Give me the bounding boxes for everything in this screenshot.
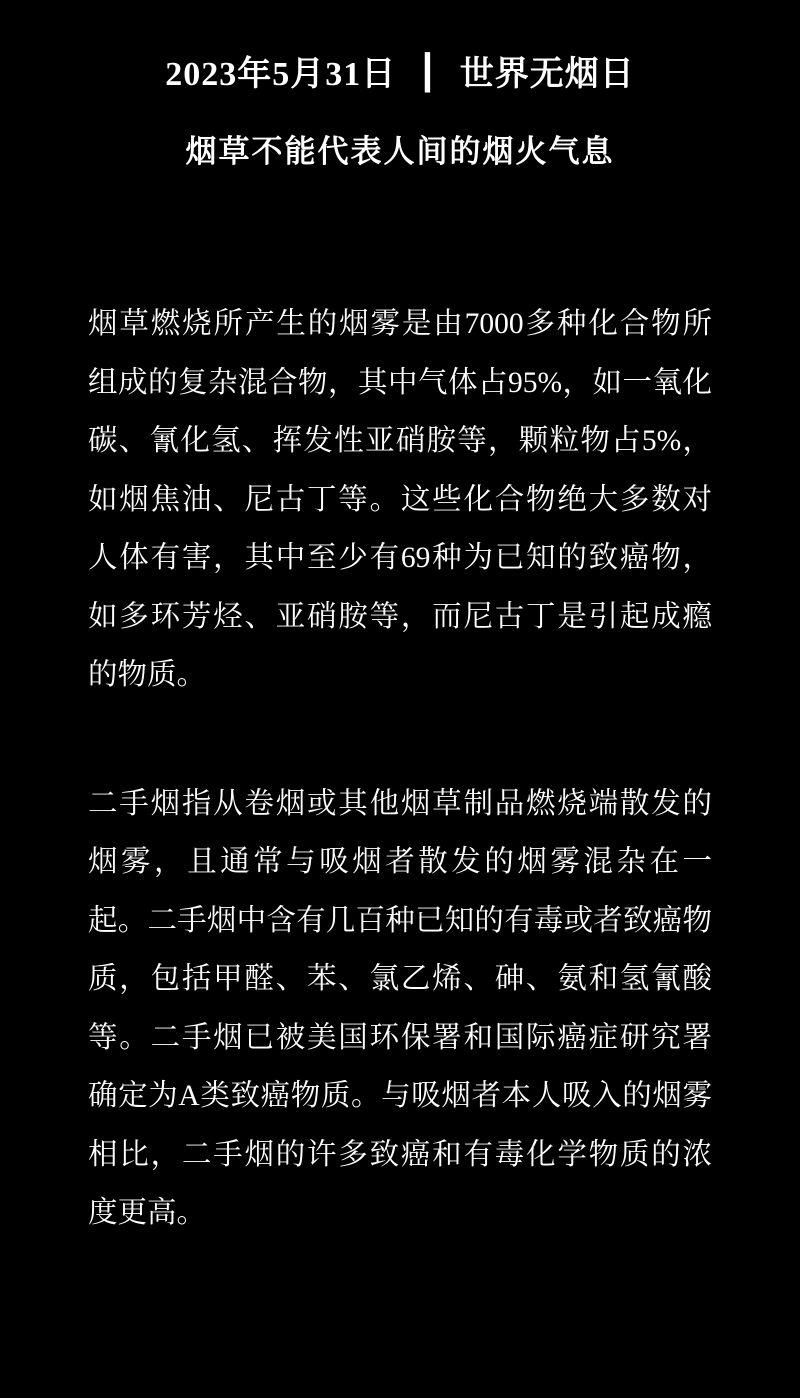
text-line: 质，包括甲醛、苯、氯乙烯、砷、氨和氢氰酸 — [88, 963, 712, 995]
page-header — [0, 0, 800, 171]
page-title — [0, 56, 800, 94]
text-line: 相比，二手烟的许多致癌和有毒化学物质的浓 — [88, 1138, 712, 1171]
text-line: 的物质。 — [88, 659, 207, 691]
title-divider-icon: ┃ — [417, 55, 439, 92]
article-body — [88, 295, 712, 1243]
paragraph — [88, 775, 712, 1243]
title-date: 2023年5月31日 — [165, 56, 397, 93]
text-line: 如烟焦油、尼古丁等。这些化合物绝大多数对 — [88, 483, 712, 516]
text-line: 烟雾，且通常与吸烟者散发的烟雾混杂在一 — [88, 846, 712, 878]
text-line: 组成的复杂混合物，其中气体占95%，如一氧化 — [88, 366, 712, 399]
paragraph — [88, 295, 712, 705]
text-line: 起。二手烟中含有几百种已知的有毒或者致癌物 — [88, 904, 712, 937]
text-line: 烟草燃烧所产生的烟雾是由7000多种化合物所 — [88, 308, 712, 340]
text-line: 碳、氰化氢、挥发性亚硝胺等，颗粒物占5%， — [88, 425, 712, 457]
page-subtitle: 烟草不能代表人间的烟火气息 — [185, 134, 615, 169]
text-line: 等。二手烟已被美国环保署和国际癌症研究署 — [88, 1021, 712, 1054]
text-line: 如多环芳烃、亚硝胺等，而尼古丁是引起成瘾 — [88, 600, 712, 633]
text-line: 度更高。 — [88, 1197, 207, 1229]
title-event: 世界无烟日 — [459, 56, 635, 93]
text-line: 确定为A类致癌物质。与吸烟者本人吸入的烟雾 — [88, 1080, 712, 1112]
text-line: 二手烟指从卷烟或其他烟草制品燃烧端散发的 — [88, 787, 712, 820]
text-line: 人体有害，其中至少有69种为已知的致癌物， — [88, 542, 712, 574]
